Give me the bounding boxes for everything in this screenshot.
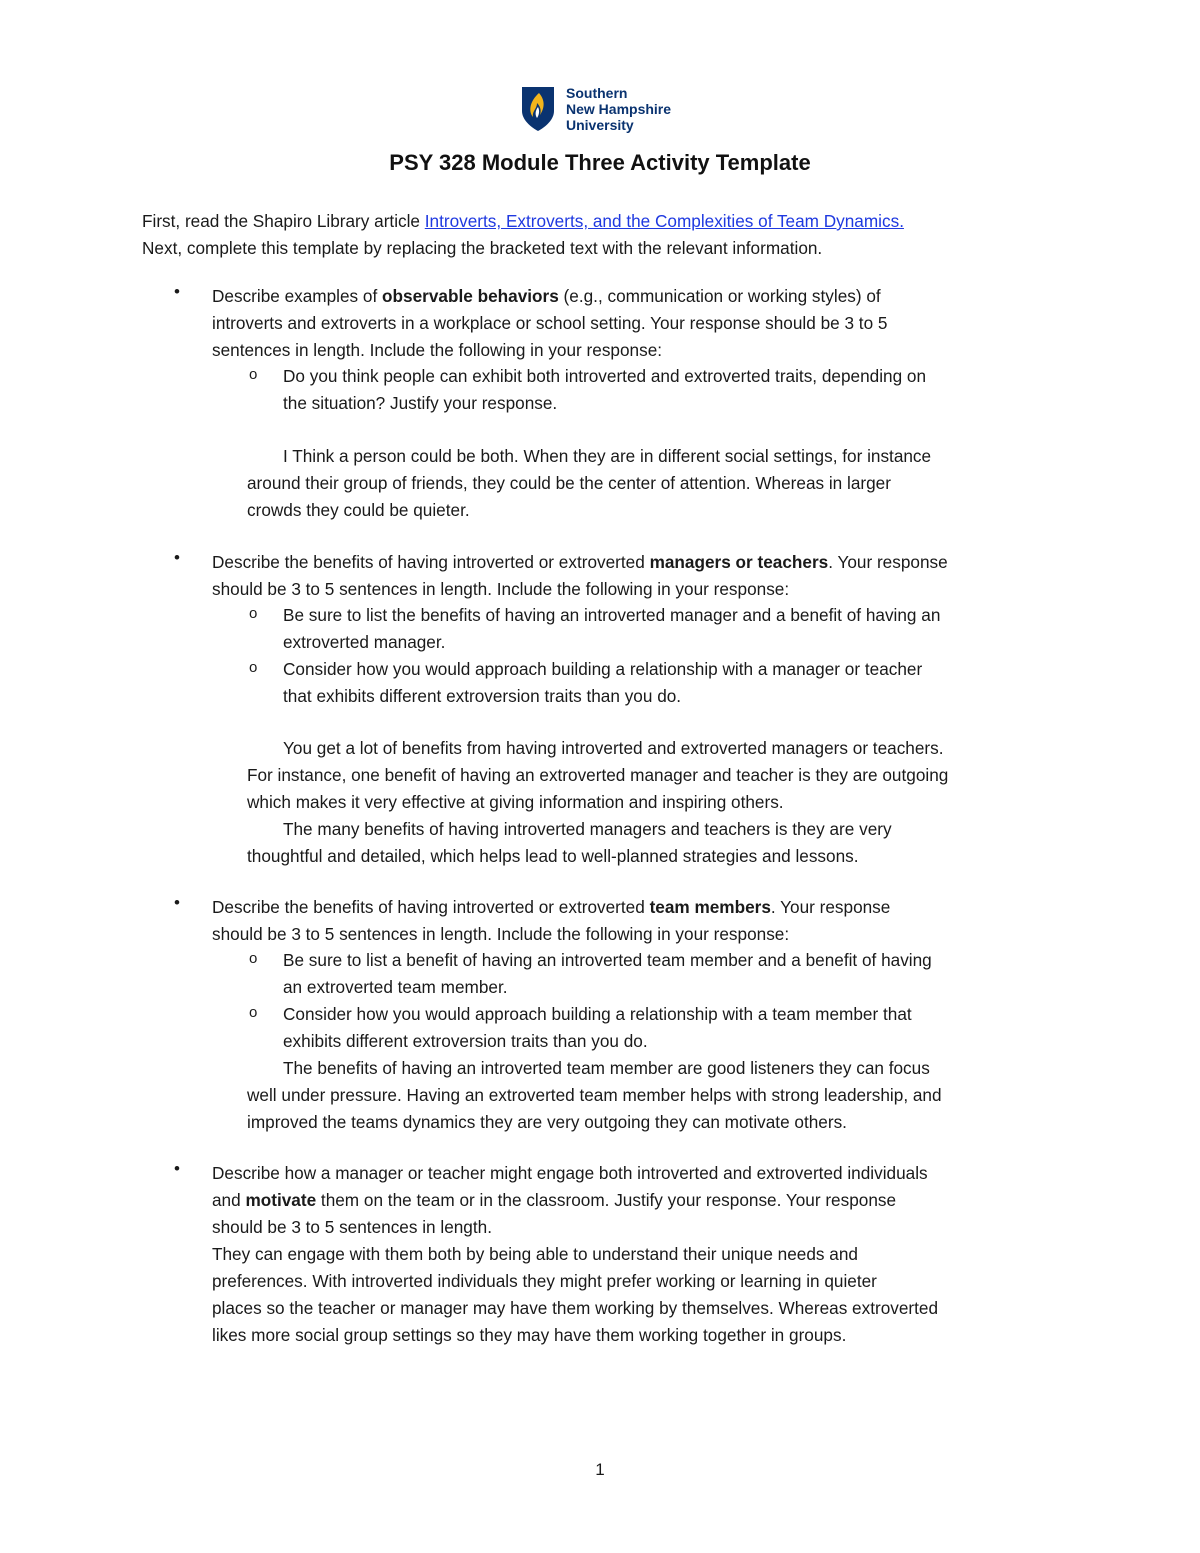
sub-prompt (283, 1001, 912, 1055)
response-text: preferences. With introverted individuals they might prefer working or learning in quieter (212, 1271, 877, 1291)
sub-prompt (283, 656, 922, 710)
sub-bullet-icon: o (249, 659, 258, 676)
sub-bullet-icon: o (249, 1004, 258, 1021)
sub-bullet-icon: o (249, 366, 258, 383)
sub-prompt-text: the situation? Justify your response. (283, 393, 558, 413)
sub-prompt (283, 602, 940, 656)
response-text: thoughtful and detailed, which helps lead to well-planned strategies and lessons. (247, 846, 859, 866)
prompt-keyword: observable behaviors (382, 286, 559, 306)
sub-prompt-text: Do you think people can exhibit both introverted and extroverted traits, depending on (283, 366, 927, 386)
sub-prompt (283, 947, 932, 1001)
sub-prompt-text: an extroverted team member. (283, 977, 508, 997)
response-text: improved the teams dynamics they are very outgoing they can motivate others. (247, 1112, 847, 1132)
sub-bullet-icon: o (249, 950, 258, 967)
prompt-keyword: motivate (245, 1190, 317, 1210)
intro-paragraph (142, 208, 904, 262)
prompt (212, 549, 948, 603)
sub-prompt-text: Consider how you would approach building a relationship with a team member that (283, 1004, 912, 1024)
prompt-keyword: team members (649, 897, 771, 917)
document-title: PSY 328 Module Three Activity Template (389, 150, 811, 175)
sub-prompt (283, 363, 926, 417)
response-text: The benefits of having an introverted team member are good listeners they can focus (283, 1058, 930, 1078)
prompt-text: should be 3 to 5 sentences in length. Include the following in your response: (212, 579, 790, 599)
prompt-text: Describe examples of (212, 286, 383, 306)
prompt-text: . Your response (770, 897, 891, 917)
article-link[interactable]: Introverts, Extroverts, and the Complexities of Team Dynamics. (424, 211, 904, 231)
sub-prompt-text: Be sure to list the benefits of having an introverted manager and a benefit of having an (283, 605, 941, 625)
bullet-icon: • (174, 1159, 180, 1178)
prompt-keyword: managers or teachers (649, 552, 829, 572)
bullet-icon: • (174, 893, 180, 912)
sub-bullet-icon: o (249, 605, 258, 622)
prompt (212, 894, 890, 948)
page-number: 1 (595, 1460, 605, 1479)
sub-prompt-text: that exhibits different extroversion traits than you do. (283, 686, 682, 706)
prompt-text: Describe the benefits of having introverted or extroverted (212, 897, 650, 917)
sub-prompt-text: extroverted manager. (283, 632, 446, 652)
prompt (212, 283, 887, 364)
response (247, 443, 931, 524)
prompt-text: Describe the benefits of having introverted or extroverted (212, 552, 650, 572)
bullet-icon: • (174, 282, 180, 301)
intro-instruction: Next, complete this template by replacing the bracketed text with the relevant information. (142, 238, 823, 258)
prompt-text: them on the team or in the classroom. Justify your response. Your response (316, 1190, 897, 1210)
response-text: crowds they could be quieter. (247, 500, 470, 520)
response-text: around their group of friends, they could be the center of attention. Whereas in larger (247, 473, 891, 493)
intro-text: First, read the Shapiro Library article (142, 211, 425, 231)
response (247, 1055, 942, 1136)
prompt-text: Describe how a manager or teacher might engage both introverted and extroverted individuals (212, 1163, 928, 1183)
response-text: places so the teacher or manager may have them working by themselves. Whereas extroverted (212, 1298, 939, 1318)
snhu-wordmark (566, 85, 671, 133)
response-text: which makes it very effective at giving information and inspiring others. (247, 792, 784, 812)
response-text: They can engage with them both by being able to understand their unique needs and (212, 1244, 858, 1264)
response-text: likes more social group settings so they may have them working together in groups. (212, 1325, 847, 1345)
prompt-text: should be 3 to 5 sentences in length. (212, 1217, 492, 1237)
snhu-logo (520, 84, 700, 134)
prompt-text: introverts and extroverts in a workplace or school setting. Your response should be 3 to 5 (212, 313, 888, 333)
response-text: well under pressure. Having an extroverted team member helps with strong leadership, and (247, 1085, 942, 1105)
logo-line-1: Southern (566, 85, 628, 101)
bullet-icon: • (174, 548, 180, 567)
response-text: For instance, one benefit of having an extroverted manager and teacher is they are outgoing (247, 765, 949, 785)
snhu-shield-icon (520, 85, 556, 133)
prompt-text: should be 3 to 5 sentences in length. Include the following in your response: (212, 924, 790, 944)
logo-line-3: University (566, 117, 634, 133)
sub-prompt-text: Consider how you would approach building a relationship with a manager or teacher (283, 659, 923, 679)
sub-prompt-text: exhibits different extroversion traits than you do. (283, 1031, 648, 1051)
sub-prompt-text: Be sure to list a benefit of having an introverted team member and a benefit of having (283, 950, 932, 970)
response-text: The many benefits of having introverted managers and teachers is they are very (283, 819, 892, 839)
prompt-text: and (212, 1190, 246, 1210)
prompt-text: (e.g., communication or working styles) of (558, 286, 881, 306)
prompt (212, 1160, 938, 1349)
logo-line-2: New Hampshire (566, 101, 672, 117)
response-text: You get a lot of benefits from having introverted and extroverted managers or teachers. (283, 738, 944, 758)
prompt-text: sentences in length. Include the following in your response: (212, 340, 663, 360)
response-text: I Think a person could be both. When they are in different social settings, for instance (283, 446, 932, 466)
response (247, 735, 948, 870)
prompt-text: . Your response (828, 552, 948, 572)
